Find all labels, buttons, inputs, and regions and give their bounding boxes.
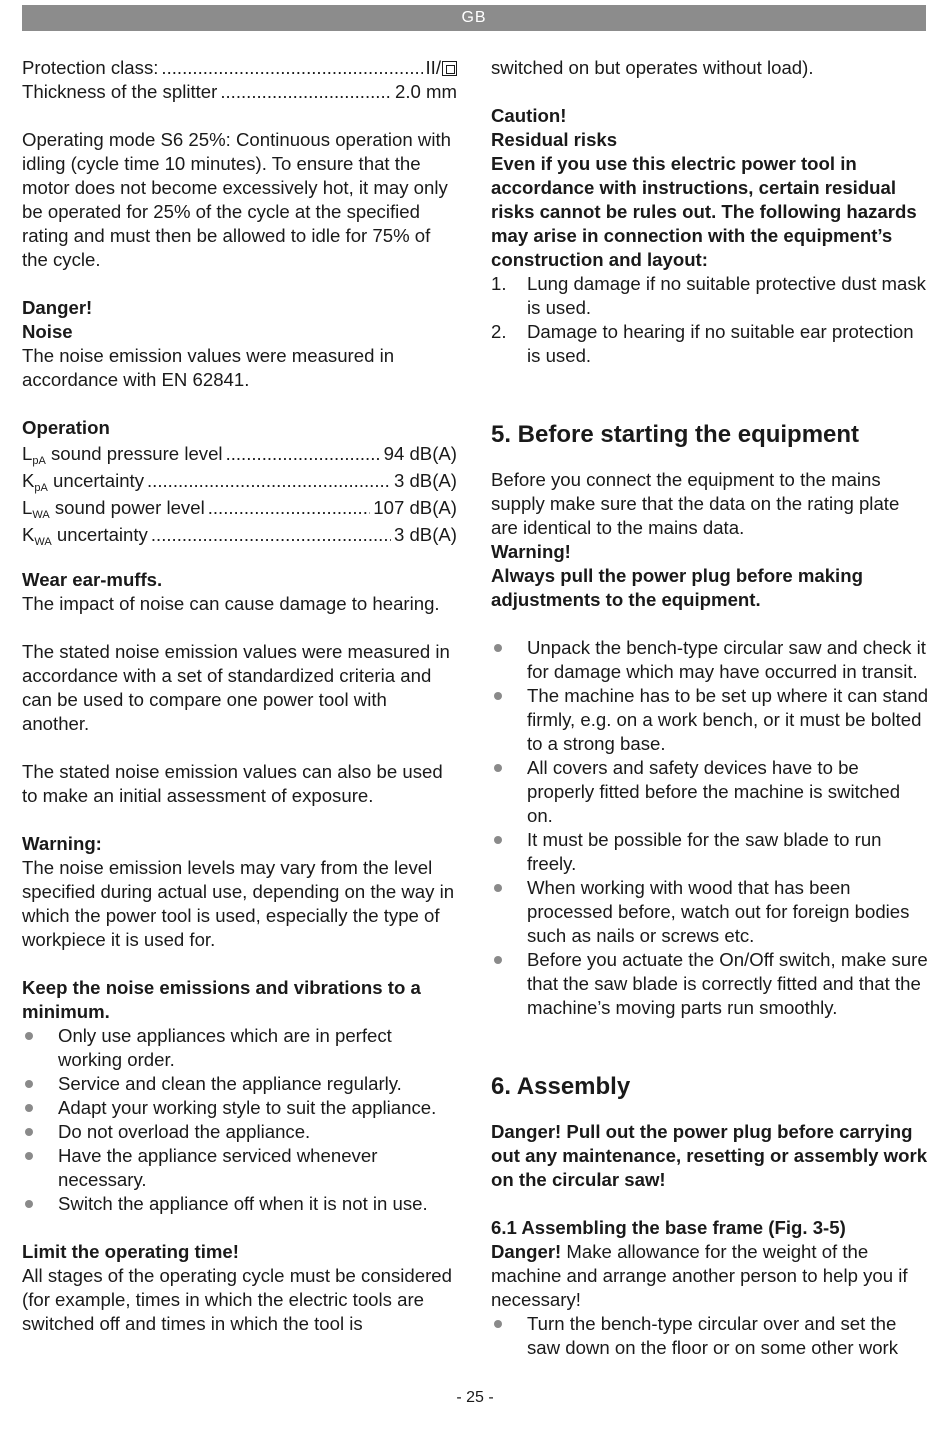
- list-item: Do not overload the appliance.: [22, 1120, 457, 1144]
- bullet-icon: [25, 1128, 33, 1136]
- list-item: Adapt your working style to suit the appliance.: [22, 1096, 457, 1120]
- list-item: When working with wood that has been processed before, watch out for foreign bodies such as nails or screws etc.: [491, 876, 929, 948]
- noise-value-row: $K_{pA}$ uncertainty ..... 3 dB(A): [22, 467, 457, 494]
- spec-row-splitter-thickness: [22, 80, 457, 104]
- earmuffs-heading: Wear ear-muffs.: [22, 569, 163, 590]
- section-5-paragraph: Before you connect the equipment to the mains supply make sure that the data on the rating plate are identical to the mains data.: [491, 469, 900, 538]
- operating-mode-paragraph: Operating mode S6 25%: Continuous operation with idling (cycle time 10 minutes). To ensure that the motor does not become excessively hot, it may only be operated for 25% of the cycle at the specified rating and must then be allowed to idle for 75% of the cycle.: [22, 129, 451, 270]
- list-item: Only use appliances which are in perfect working order.: [22, 1024, 457, 1072]
- section-6-danger-text: Danger! Pull out the power plug before carrying out any maintenance, resetting or assembly work on the circular saw!: [491, 1121, 928, 1190]
- noise-value-row: $L_{WA}$ sound power level ..... 107 dB(A): [22, 494, 457, 521]
- stated-values-paragraph: The stated noise emission values were measured in accordance with a set of standardized criteria and can be used to compare one power tool with another.: [22, 641, 450, 734]
- bullet-icon: [494, 764, 502, 772]
- page-number: - 25 -: [456, 1389, 494, 1406]
- list-item: Turn the bench-type circular over and set the saw down on the floor or on some other work: [491, 1312, 929, 1360]
- dot-leader: [220, 80, 392, 104]
- dot-leader: [147, 467, 391, 494]
- limit-time-paragraph: All stages of the operating cycle must be considered (for example, times in which the electric tools are switched off and times in which the tool is: [22, 1265, 452, 1334]
- bullet-icon: [494, 644, 502, 652]
- list-item: Have the appliance serviced whenever necessary.: [22, 1144, 457, 1192]
- bullet-icon: [494, 884, 502, 892]
- spec-value: II/: [426, 56, 458, 80]
- spec-label: Thickness of the splitter: [22, 81, 218, 102]
- warning-heading: Warning:: [22, 833, 102, 854]
- list-item: Before you actuate the On/Off switch, make sure that the saw blade is correctly fitted and that the machine’s moving parts run smoothly.: [491, 948, 929, 1020]
- keep-minimum-list: [22, 1024, 457, 1216]
- list-item: 2. Damage to hearing if no suitable ear protection is used.: [491, 321, 914, 366]
- list-item: Switch the appliance off when it is not in use.: [22, 1192, 457, 1216]
- list-item: Service and clean the appliance regularly.: [22, 1072, 457, 1096]
- section-6-1-list: [491, 1312, 929, 1360]
- list-item: Unpack the bench-type circular saw and check it for damage which may have occurred in transit.: [491, 636, 929, 684]
- bullet-icon: [25, 1152, 33, 1160]
- spec-value: 2.0 mm: [395, 81, 457, 102]
- dot-leader: [161, 56, 422, 80]
- bullet-icon: [25, 1032, 33, 1040]
- language-label: GB: [461, 9, 487, 26]
- section-6-1-paragraph: Danger! Make allowance for the weight of the machine and arrange another person to help you if necessary!: [491, 1241, 908, 1310]
- section-6-title: 6. Assembly: [491, 1073, 631, 1100]
- noise-heading: Noise: [22, 321, 73, 342]
- continued-paragraph: switched on but operates without load).: [491, 57, 814, 78]
- keep-minimum-heading: Keep the noise emissions and vibrations to a minimum.: [22, 977, 421, 1022]
- bullet-icon: [494, 956, 502, 964]
- dot-leader: [208, 494, 371, 521]
- bullet-icon: [494, 836, 502, 844]
- double-insulation-icon: [442, 61, 457, 76]
- language-header-bar: [22, 5, 926, 31]
- list-item: The machine has to be set up where it can stand firmly, e.g. on a work bench, or it must be bolted to a strong base.: [491, 684, 929, 756]
- limit-time-heading: Limit the operating time!: [22, 1241, 239, 1262]
- section-5-title: 5. Before starting the equipment: [491, 421, 860, 448]
- section-6-1-danger-label: Danger!: [491, 1241, 562, 1262]
- noise-value-row: $L_{pA}$ sound pressure level ..... 94 dB(A): [22, 440, 457, 467]
- section-5-warning-text: Always pull the power plug before making adjustments to the equipment.: [491, 565, 863, 610]
- earmuffs-paragraph: The impact of noise can cause damage to hearing.: [22, 593, 440, 614]
- bullet-icon: [494, 692, 502, 700]
- right-column: [491, 56, 929, 1360]
- dot-leader: [151, 521, 391, 548]
- caution-label: Caution!: [491, 105, 567, 126]
- exposure-paragraph: The stated noise emission values can also be used to make an initial assessment of exposure.: [22, 761, 443, 806]
- dot-leader: [226, 440, 381, 467]
- section-5-warning-label: Warning!: [491, 541, 571, 562]
- section-5-list: [491, 636, 929, 1020]
- left-column: [22, 56, 457, 1336]
- noise-value-row: $K_{WA}$ uncertainty ..... 3 dB(A): [22, 521, 457, 548]
- warning-paragraph: The noise emission levels may vary from the level specified during actual use, depending on the way in which the power tool is used, especially the type of workpiece it is used for.: [22, 857, 455, 950]
- bullet-icon: [25, 1104, 33, 1112]
- spec-row-protection-class: [22, 56, 457, 80]
- list-item: All covers and safety devices have to be properly fitted before the machine is switched on.: [491, 756, 929, 828]
- list-item: 1. Lung damage if no suitable protective dust mask is used.: [491, 273, 926, 318]
- spec-label: Protection class:: [22, 57, 159, 78]
- section-6-1-title: 6.1 Assembling the base frame (Fig. 3-5): [491, 1217, 846, 1238]
- residual-risks-paragraph: Even if you use this electric power tool in accordance with instructions, certain residual risks cannot be rules out. The following hazards may arise in connection with the equipment’s construction and layout:: [491, 153, 917, 270]
- residual-risks-list: [491, 272, 929, 368]
- noise-paragraph: The noise emission values were measured in accordance with EN 62841.: [22, 345, 395, 390]
- danger-label: Danger!: [22, 297, 93, 318]
- operation-heading: Operation: [22, 417, 110, 438]
- list-item: It must be possible for the saw blade to run freely.: [491, 828, 929, 876]
- bullet-icon: [25, 1200, 33, 1208]
- bullet-icon: [25, 1080, 33, 1088]
- residual-risks-heading: Residual risks: [491, 129, 618, 150]
- bullet-icon: [494, 1320, 502, 1328]
